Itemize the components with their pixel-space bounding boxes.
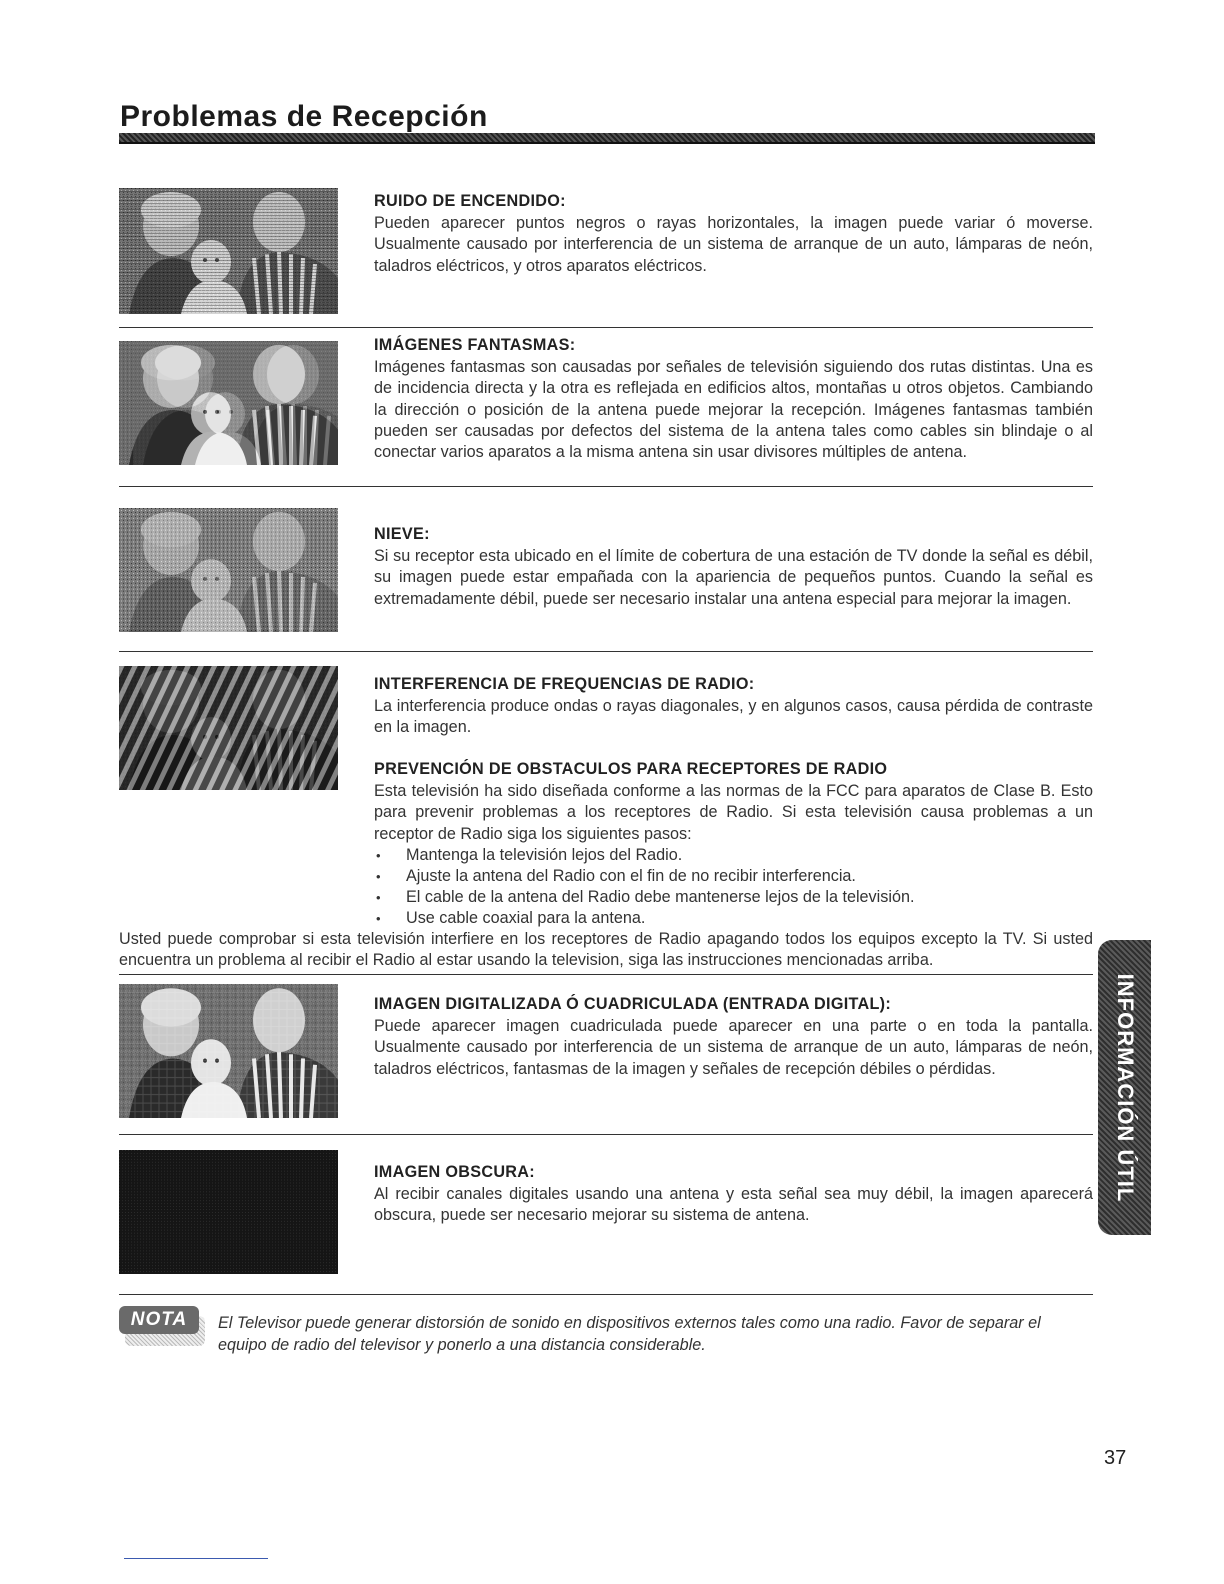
section-divider: [119, 1294, 1093, 1295]
section-body: Pueden aparecer puntos negros o rayas horizontales, la imagen puede variar ó moverse. Usualmente causado por interferencia de un sistema de arranque de un auto, lámparas de neón, taladros eléctricos, y otros aparatos eléctricos.: [374, 214, 1093, 275]
note-badge-label: NOTA: [119, 1306, 199, 1334]
section-body: Puede aparecer imagen cuadriculada puede aparecer en una parte o en toda la pantalla. Usualmente causado por interferencia de un sistema de arranque de un auto, lámparas de neón, taladros eléctricos, fantasmas de la imagen y señales de recepción débiles o pérdidas.: [374, 1017, 1093, 1078]
section-pixelated-image: [119, 984, 1093, 1124]
section-heading: IMAGEN DIGITALIZADA Ó CUADRICULADA (ENTRADA DIGITAL):: [374, 995, 892, 1013]
section-divider: [119, 651, 1093, 652]
section-heading: IMAGEN OBSCURA:: [374, 1163, 535, 1181]
dark-image-photo: [119, 1150, 338, 1274]
section-ghost-images: [119, 332, 1093, 482]
list-item: • Ajuste la antena del Radio con el fin de no recibir interferencia.: [374, 866, 1093, 887]
page-title: Problemas de Recepción: [120, 100, 488, 133]
section-divider: [119, 974, 1093, 975]
title-rule: [119, 133, 1095, 144]
page-number: 37: [1104, 1447, 1127, 1469]
section-heading: INTERFERENCIA DE FREQUENCIAS DE RADIO:: [374, 675, 755, 693]
ignition-noise-photo: [119, 188, 338, 314]
radio-interference-photo: [119, 666, 338, 790]
note-badge: [119, 1306, 203, 1346]
section-heading: IMÁGENES FANTASMAS:: [374, 336, 576, 354]
note-text: El Televisor puede generar distorsión de sonido en dispositivos externos tales como una radio. Favor de separar el equipo de radio del televisor y ponerlo a una distancia considerable.: [218, 1314, 1041, 1354]
section-dark-image: [119, 1150, 1093, 1280]
section-radio-interference: [119, 666, 1093, 936]
ghost-images-photo: [119, 341, 338, 465]
snow-photo: [119, 508, 338, 632]
list-item: • El cable de la antena del Radio debe mantenerse lejos de la televisión.: [374, 887, 1093, 908]
section-heading: NIEVE:: [374, 525, 430, 543]
section-body: Esta televisión ha sido diseñada conforme a las normas de la FCC para aparatos de Clase B. Esto para prevenir problemas a los receptores de Radio. Si esta televisión causa problemas a un receptor de Radio siga los siguientes pasos:: [374, 782, 1093, 843]
section-snow: [119, 508, 1093, 634]
list-item: • Use cable coaxial para la antena.: [374, 908, 1093, 929]
side-tab-label: INFORMACIÓN ÚTIL: [1112, 973, 1138, 1202]
section-body: La interferencia produce ondas o rayas diagonales, y en algunos casos, causa pérdida de contraste en la imagen.: [374, 697, 1093, 737]
section-divider: [119, 327, 1093, 328]
section-body: Al recibir canales digitales usando una antena y esta señal sea muy débil, la imagen aparecerá obscura, puede ser necesario mejorar su sistema de antena.: [374, 1185, 1093, 1225]
footer-line: [124, 1558, 268, 1559]
section-divider: [119, 486, 1093, 487]
section-ignition-noise: [119, 188, 1093, 318]
section-body: Si su receptor esta ubicado en el límite de cobertura de una estación de TV donde la señal es débil, su imagen puede estar empañada con la apariencia de pequeños puntos. Cuando la señal es extremadamente débil, puede ser necesario instalar una antena especial para mejorar la imagen.: [374, 547, 1093, 608]
section-heading: RUIDO DE ENCENDIDO:: [374, 192, 566, 210]
radio-check-paragraph: Usted puede comprobar si esta televisión interfiere en los receptores de Radio apagando todos los equipos excepto la TV. Si usted encuentra un problema al recibir el Radio al estar usando la television, siga las instrucciones mencionadas arriba.: [119, 930, 1093, 970]
side-tab: [1098, 940, 1151, 1235]
section-heading: PREVENCIÓN DE OBSTACULOS PARA RECEPTORES DE RADIO: [374, 760, 888, 778]
radio-steps-list: [374, 845, 1093, 930]
section-divider: [119, 1134, 1093, 1135]
pixelated-image-photo: [119, 984, 338, 1118]
list-item: • Mantenga la televisión lejos del Radio.: [374, 845, 1093, 866]
section-body: Imágenes fantasmas son causadas por señales de televisión siguiendo dos rutas distintas. Una es de incidencia directa y la otra es reflejada en edificios altos, montañas u otros objetos. Cambiando la dirección o posición de la antena puede mejorar la recepción. Imágenes fantasmas también pueden ser causadas por defectos del sistema de la antena tales como cables sin blindaje o al conectar varios aparatos a la misma antena sin usar divisores múltiples de antena.: [374, 358, 1093, 462]
